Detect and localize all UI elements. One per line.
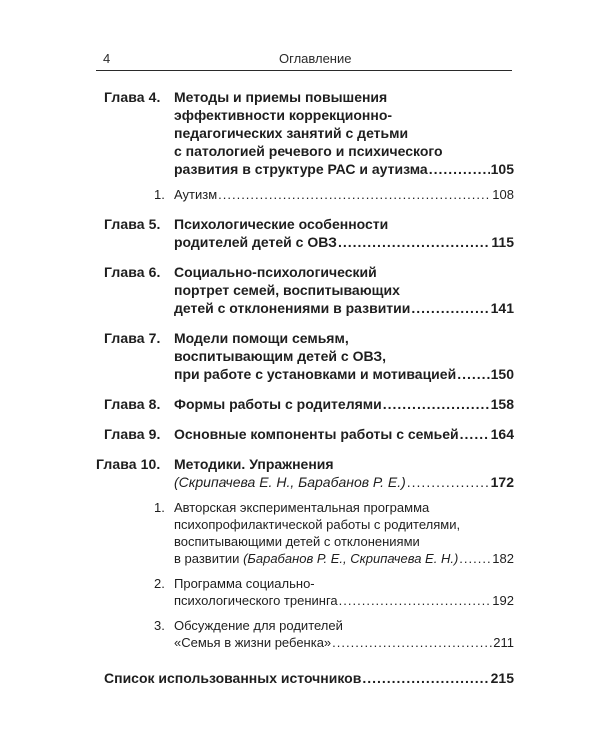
toc-chapter-7[interactable]	[104, 329, 514, 383]
toc-section[interactable]	[154, 575, 514, 609]
chapter-title-line: портрет семей, воспитывающих	[174, 282, 400, 298]
page-number: 4	[103, 51, 111, 66]
toc-chapter-9[interactable]	[104, 425, 514, 443]
chapter-authors: (Скрипачева Е. Н., Барабанов Р. Е.)	[174, 474, 406, 490]
section-title-line: Авторская экспериментальная программа	[174, 500, 430, 515]
page-ref: 150	[490, 366, 514, 382]
chapter-title-line: при работе с установками и мотивацией	[174, 366, 457, 382]
chapter-title-line: Социально-психологический	[174, 264, 377, 280]
page-ref: 105	[490, 161, 514, 177]
table-of-contents	[96, 88, 514, 687]
chapter-label: Глава 10.	[96, 456, 161, 472]
chapter-title-line: Методики. Упражнения	[174, 456, 334, 472]
dot-leader	[459, 550, 491, 567]
page-ref: 211	[493, 635, 514, 650]
dot-leader	[218, 186, 491, 203]
chapter-title-line: Модели помощи семьям,	[174, 330, 349, 346]
page-ref: 158	[490, 396, 514, 412]
chapter-label: Глава 4.	[104, 89, 161, 105]
running-header	[96, 48, 512, 71]
chapter-title-line: родителей детей с ОВЗ	[174, 234, 337, 250]
toc-section[interactable]	[154, 186, 514, 203]
chapter-title-line: с патологией речевого и психического	[174, 143, 443, 159]
dot-leader	[338, 233, 490, 251]
section-title: Аутизм	[174, 187, 218, 202]
section-title-line: Обсуждение для родителей	[174, 618, 343, 633]
chapter-label: Глава 5.	[104, 216, 161, 232]
chapter-label: Глава 6.	[104, 264, 161, 280]
page-ref: 164	[490, 426, 514, 442]
chapter-title-line: эффективности коррекционно-	[174, 107, 393, 123]
page-ref: 108	[492, 187, 514, 202]
chapter-title-line: Методы и приемы повышения	[174, 89, 388, 105]
chapter-title-line: воспитывающим детей с ОВЗ,	[174, 348, 387, 364]
toc-chapter-8[interactable]	[104, 395, 514, 413]
dot-leader	[407, 473, 490, 491]
section-number: 1.	[154, 500, 165, 515]
section-number: 2.	[154, 576, 165, 591]
chapter-title-line: Формы работы с родителями	[174, 396, 382, 412]
dot-leader	[339, 592, 492, 609]
section-title-line: в развитии	[174, 551, 244, 566]
dot-leader	[383, 395, 490, 413]
page-ref: 172	[490, 474, 514, 490]
dot-leader	[411, 299, 489, 317]
dot-leader	[457, 365, 489, 383]
toc-chapter-5[interactable]	[104, 215, 514, 251]
section-number: 1.	[154, 187, 165, 202]
page-ref: 182	[492, 551, 514, 566]
chapter-title-line: детей с отклонениями в развитии	[174, 300, 411, 316]
running-title: Оглавление	[279, 51, 352, 66]
dot-leader	[362, 669, 489, 687]
page-ref: 192	[492, 593, 514, 608]
toc-chapter-4[interactable]	[104, 88, 514, 178]
section-title-line: воспитывающими детей с отклонениями	[174, 534, 420, 549]
chapter-title-line: педагогических занятий с детьми	[174, 125, 409, 141]
chapter-title-line: развития в структуре РАС и аутизма	[174, 161, 428, 177]
section-authors: (Барабанов Р. Е., Скрипачева Е. Н.)	[243, 551, 459, 566]
section-number: 3.	[154, 618, 165, 633]
toc-section[interactable]	[154, 499, 514, 567]
chapter-title-line: Основные компоненты работы с семьей	[174, 426, 459, 442]
toc-chapter-10[interactable]	[96, 455, 514, 491]
toc-sources[interactable]	[104, 669, 514, 687]
dot-leader	[460, 425, 490, 443]
section-title-line: Программа социально-	[174, 576, 315, 591]
chapter-title-line: Психологические особенности	[174, 216, 389, 232]
toc-section[interactable]	[154, 617, 514, 651]
dot-leader	[429, 160, 490, 178]
sources-title: Список использованных источников	[104, 670, 362, 686]
page-ref: 115	[491, 234, 514, 250]
section-title-line: психопрофилактической работы с родителями,	[174, 517, 461, 532]
dot-leader	[332, 634, 492, 651]
section-title-line: «Семья в жизни ребенка»	[174, 635, 332, 650]
chapter-label: Глава 7.	[104, 330, 161, 346]
page-ref: 215	[490, 670, 514, 686]
chapter-label: Глава 9.	[104, 426, 161, 442]
section-title-line: психологического тренинга	[174, 593, 338, 608]
chapter-label: Глава 8.	[104, 396, 161, 412]
toc-chapter-6[interactable]	[104, 263, 514, 317]
page-ref: 141	[490, 300, 514, 316]
